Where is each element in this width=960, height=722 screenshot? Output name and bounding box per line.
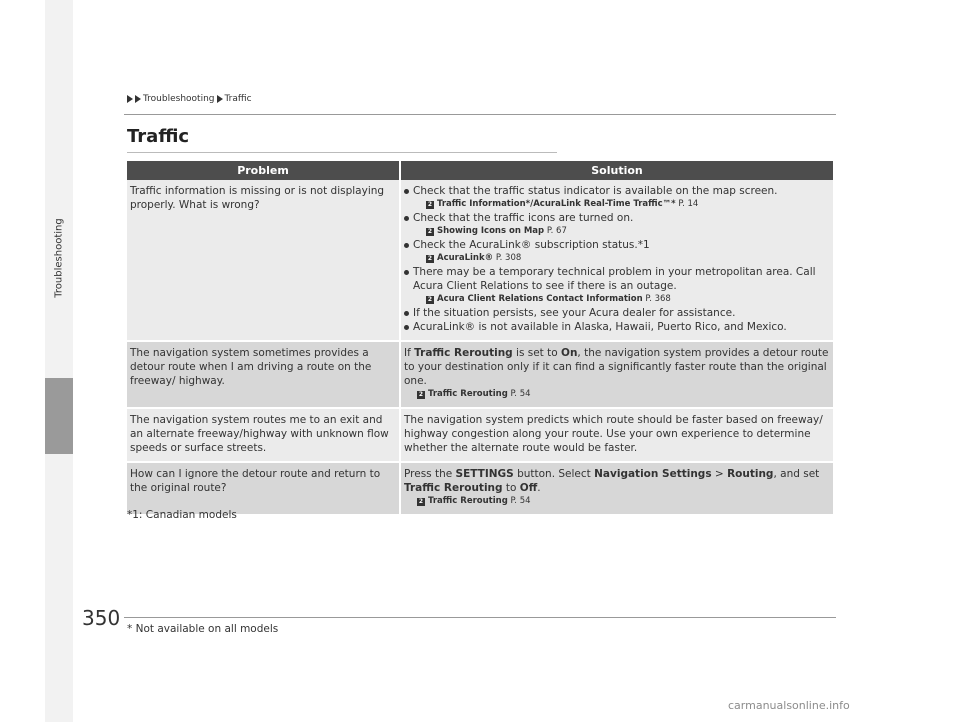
title-divider [127, 152, 557, 153]
cross-reference[interactable] [413, 198, 830, 211]
problem-cell: The navigation system routes me to an exit and an alternate freeway/highway with unknown flow speeds or surface streets. [127, 408, 400, 462]
menu-name: Routing [727, 468, 774, 480]
solution-text: button. Select [513, 468, 595, 480]
table-header [127, 161, 833, 180]
setting-value: On [561, 347, 578, 359]
reference-title[interactable]: Showing Icons on Map [437, 226, 545, 236]
cross-reference[interactable] [413, 293, 830, 306]
cross-reference[interactable] [413, 225, 830, 238]
menu-name: Navigation Settings [594, 468, 712, 480]
list-item [404, 211, 830, 238]
top-divider [124, 114, 836, 115]
solution-cell: The navigation system predicts which route should be faster based on freeway/ highway congestion along your route. Use your own experience to determine whether the alternate route would be faster. [400, 408, 833, 462]
reference-page: P. 67 [546, 226, 567, 236]
problem-cell: Traffic information is missing or is not displaying properly. What is wrong? [127, 180, 400, 341]
page-title: Traffic [127, 126, 190, 147]
bullet-text: AcuraLink® is not available in Alaska, Hawaii, Puerto Rico, and Mexico. [413, 321, 787, 333]
table-row [127, 462, 833, 514]
reference-page: P. 308 [495, 253, 522, 263]
page-number: 350 [82, 606, 121, 630]
reference-arrow-icon: 2 [427, 228, 433, 235]
breadcrumb [127, 94, 252, 104]
solution-text: , the navigation system provides a detour route to your destination only if it can find a significantly faster route than the original one. [404, 347, 829, 387]
solution-text: Press the [404, 468, 456, 480]
solution-text: is set to [512, 347, 562, 359]
bullet-text: There may be a temporary technical problem in your metropolitan area. Call Acura Client Relations to see if there is an outage. [413, 266, 816, 292]
setting-value: Off [519, 482, 538, 494]
solution-text: to [502, 482, 520, 494]
reference-arrow-icon: 2 [427, 255, 433, 262]
solution-cell [400, 180, 833, 341]
cross-reference[interactable] [404, 495, 830, 508]
watermark: carmanualsonline.info [728, 699, 850, 712]
solution-cell [400, 341, 833, 408]
header-problem: Problem [127, 161, 400, 180]
solution-text: If [404, 347, 415, 359]
reference-arrow-icon: 2 [418, 498, 424, 505]
list-item [404, 238, 830, 265]
bottom-divider [124, 617, 836, 618]
problem-cell: The navigation system sometimes provides a detour route when I am driving a route on the freeway/ highway. [127, 341, 400, 408]
reference-arrow-icon: 2 [427, 201, 433, 208]
problem-solution-table [127, 161, 833, 514]
reference-title[interactable]: Traffic Rerouting [428, 389, 508, 399]
solution-list [404, 184, 830, 334]
bullet-text: Check that the traffic status indicator is available on the map screen. [413, 185, 778, 197]
footnote: *1: Canadian models [127, 509, 237, 521]
cross-reference[interactable] [404, 388, 830, 401]
bullet-text: Check that the traffic icons are turned on. [413, 212, 634, 224]
availability-note: * Not available on all models [127, 623, 279, 635]
bullet-text: Check the AcuraLink® subscription status.*1 [413, 239, 650, 251]
breadcrumb-arrow-icon [127, 95, 133, 103]
list-item [404, 265, 830, 306]
cross-reference[interactable] [413, 252, 830, 265]
problem-cell: How can I ignore the detour route and return to the original route? [127, 462, 400, 514]
side-tab [45, 0, 73, 722]
breadcrumb-arrow-icon [135, 95, 141, 103]
reference-title[interactable]: AcuraLink® [437, 253, 494, 263]
reference-page: P. 54 [510, 389, 531, 399]
side-tab-label: Troubleshooting [53, 218, 65, 298]
table-row [127, 180, 833, 341]
breadcrumb-arrow-icon [217, 95, 223, 103]
reference-page: P. 54 [510, 496, 531, 506]
solution-text: . [537, 482, 541, 494]
list-item [404, 320, 830, 334]
reference-page: P. 14 [678, 199, 699, 209]
reference-title[interactable]: Traffic Rerouting [428, 496, 508, 506]
setting-name: Traffic Rerouting [414, 347, 513, 359]
setting-name: Traffic Rerouting [404, 482, 503, 494]
reference-arrow-icon: 2 [418, 391, 424, 398]
solution-cell [400, 462, 833, 514]
button-name: SETTINGS [455, 468, 514, 480]
breadcrumb-page[interactable]: Traffic [224, 94, 252, 104]
side-tab-marker [45, 378, 73, 454]
solution-text: , and set [773, 468, 820, 480]
table-row [127, 341, 833, 408]
solution-text: > [711, 468, 728, 480]
table-row [127, 408, 833, 462]
reference-arrow-icon: 2 [427, 296, 433, 303]
breadcrumb-section[interactable]: Troubleshooting [143, 94, 215, 104]
bullet-text: If the situation persists, see your Acura dealer for assistance. [413, 307, 736, 319]
reference-page: P. 368 [645, 294, 671, 304]
list-item [404, 306, 830, 320]
list-item [404, 184, 830, 211]
reference-title[interactable]: Acura Client Relations Contact Information [437, 294, 643, 304]
header-solution: Solution [400, 161, 833, 180]
reference-title[interactable]: Traffic Information*/AcuraLink Real-Time Traffic™* [437, 199, 676, 209]
